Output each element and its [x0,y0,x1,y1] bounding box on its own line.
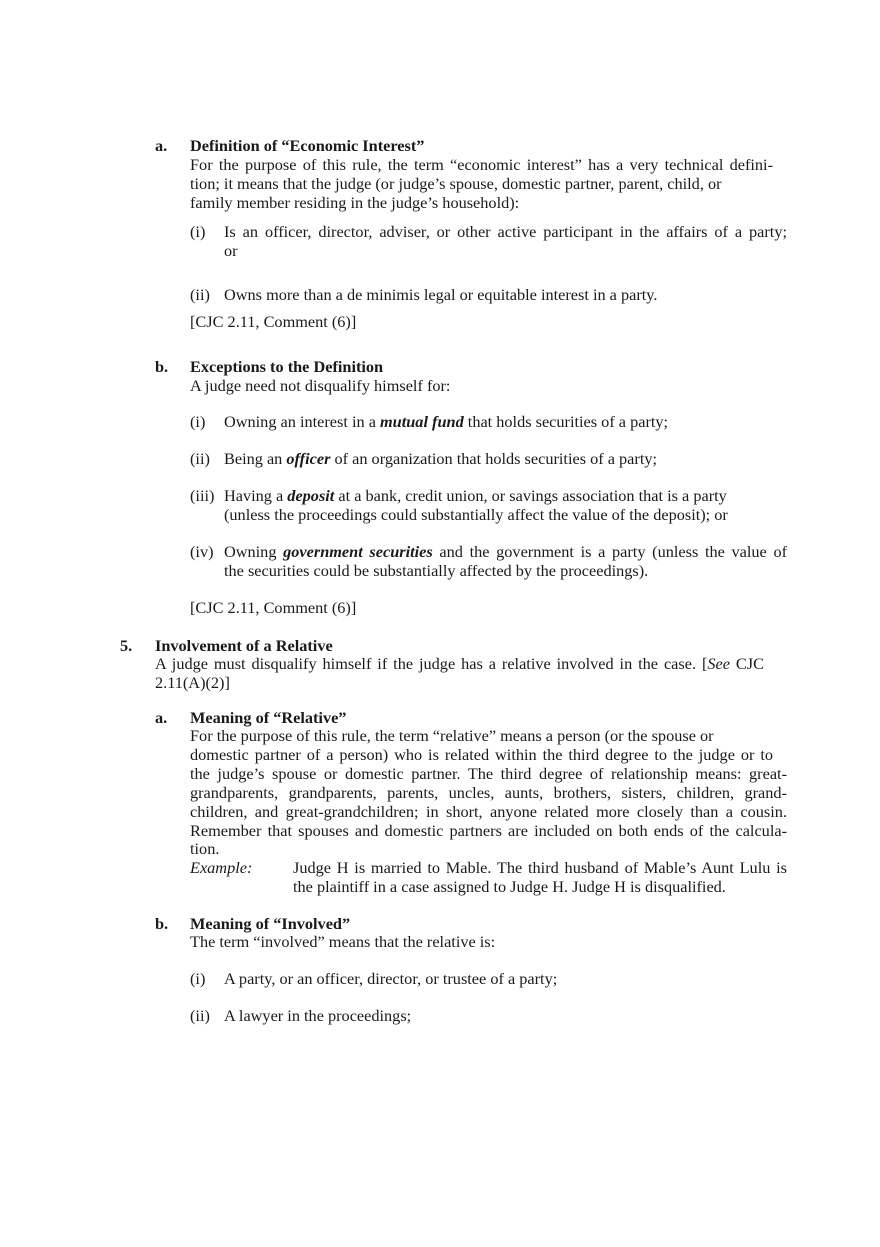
paragraph-line: Remember that spouses and domestic partners are included on both ends of the calcula- [190,821,787,840]
citation: [CJC 2.11, Comment (6)] [190,312,357,331]
section-heading: Meaning of “Involved” [190,914,351,933]
item-text: the securities could be substantially affected by the proceedings). [224,561,649,580]
paragraph-line [155,654,764,673]
section-heading: Meaning of “Relative” [190,708,347,727]
text: Owning an interest in a [224,412,380,431]
section-label: 5. [120,636,133,655]
item-number: (iv) [190,542,214,561]
paragraph-line: domestic partner of a person) who is related within the third degree to the judge or to [190,745,773,764]
text: that holds securities of a party; [463,412,669,431]
emphasis: deposit [287,486,335,505]
paragraph-line: 2.11(A)(2)] [155,673,230,692]
example-label: Example: [190,858,253,877]
paragraph-line: grandparents, grandparents, parents, uncles, aunts, brothers, sisters, children, grand- [190,783,787,802]
emphasis: officer [286,449,331,468]
item-text: Owns more than a de minimis legal or equitable interest in a party. [224,285,658,304]
paragraph-line: tion. [190,839,220,858]
paragraph-line: For the purpose of this rule, the term “relative” means a person (or the spouse or [190,726,714,745]
section-label: a. [155,136,168,155]
example-text: Judge H is married to Mable. The third husband of Mable’s Aunt Lulu is [293,858,787,877]
section-heading: Exceptions to the Definition [190,357,384,376]
text: Having a [224,486,288,505]
text: CJC [730,654,764,673]
item-text [224,542,787,561]
paragraph-line: the judge’s spouse or domestic partner. The third degree of relationship means: great- [190,764,787,783]
item-text: Is an officer, director, adviser, or other active participant in the affairs of a party; [224,222,787,241]
section-label: a. [155,708,168,727]
paragraph-line: A judge need not disqualify himself for: [190,376,451,395]
text: at a bank, credit union, or savings association that is a party [334,486,727,505]
citation: [CJC 2.11, Comment (6)] [190,598,357,617]
section-label: b. [155,357,169,376]
item-number: (i) [190,969,206,988]
item-number: (i) [190,222,206,241]
item-text: (unless the proceedings could substantially affect the value of the deposit); or [224,505,728,524]
section-heading: Definition of “Economic Interest” [190,136,425,155]
paragraph-line: children, and great-grandchildren; in short, anyone related more closely than a cousin. [190,802,787,821]
item-number: (ii) [190,285,210,304]
item-text: A party, or an officer, director, or trustee of a party; [224,969,558,988]
emphasis: government securities [283,542,433,561]
text: of an organization that holds securities of a party; [330,449,658,468]
item-text: or [224,241,238,260]
item-number: (ii) [190,449,210,468]
section-heading: Involvement of a Relative [155,636,333,655]
paragraph-line: The term “involved” means that the relative is: [190,932,496,951]
paragraph-line: family member residing in the judge’s household): [190,193,520,212]
paragraph-line: For the purpose of this rule, the term “economic interest” has a very technical defini- [190,155,773,174]
item-number: (iii) [190,486,215,505]
text: Being an [224,449,287,468]
item-text [224,449,657,468]
emphasis: See [707,654,730,673]
section-label: b. [155,914,169,933]
text: and the government is a party (unless the value of [432,542,788,561]
item-text [224,412,668,431]
item-number: (ii) [190,1006,210,1025]
text: Owning [224,542,284,561]
paragraph-line: tion; it means that the judge (or judge’s spouse, domestic partner, parent, child, or [190,174,722,193]
item-number: (i) [190,412,206,431]
emphasis: mutual fund [380,412,464,431]
example-text: the plaintiff in a case assigned to Judge H. Judge H is disqualified. [293,877,726,896]
text: A judge must disqualify himself if the judge has a relative involved in the case. [ [155,654,708,673]
item-text: A lawyer in the proceedings; [224,1006,412,1025]
item-text [224,486,727,505]
